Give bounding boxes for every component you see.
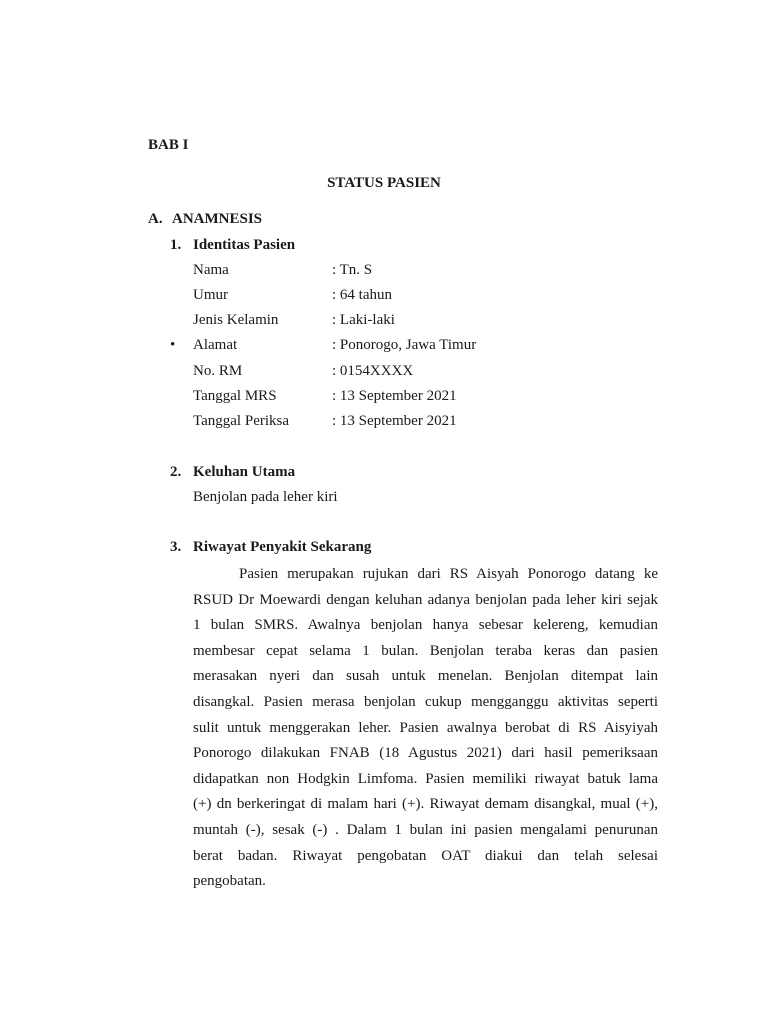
paragraph-line: disangkal. Pasien merasa benjolan cukup mengganggu aktivitas seperti (193, 693, 658, 710)
paragraph-line: (+) dn berkeringat di malam hari (+). Riwayat demam disangkal, mual (+), (193, 796, 658, 813)
keluhan-text: Benjolan pada leher kiri (193, 489, 338, 505)
identity-label: Nama (193, 262, 229, 278)
paragraph-line: didapatkan non Hodgkin Limfoma. Pasien memiliki riwayat batuk lama (193, 770, 658, 787)
identity-value: : Ponorogo, Jawa Timur (332, 337, 477, 353)
paragraph-line: merasakan nyeri dan susah untuk menelan. Benjolan ditempat lain (193, 668, 658, 685)
identity-label: Jenis Kelamin (193, 312, 279, 328)
page-title: STATUS PASIEN (327, 175, 441, 191)
paragraph-line: Pasien merupakan rujukan dari RS Aisyah Ponorogo datang ke (239, 566, 658, 582)
identity-label: Tanggal Periksa (193, 413, 290, 429)
identitas-heading: Identitas Pasien (193, 237, 296, 253)
identity-value: : 13 September 2021 (332, 388, 457, 404)
bullet-marker: • (170, 337, 176, 353)
paragraph-line: Ponorogo dilakukan FNAB (18 Agustus 2021) dari hasil pemeriksaan (193, 745, 658, 762)
paragraph-line: berat badan. Riwayat pengobatan OAT diakui dan telah selesai (193, 847, 658, 864)
riwayat-number: 3. (170, 539, 182, 555)
keluhan-number: 2. (170, 464, 182, 480)
identity-value: : 13 September 2021 (332, 413, 457, 429)
paragraph-line: pengobatan. (193, 873, 266, 890)
chapter-label: BAB I (148, 137, 189, 153)
identity-label: Umur (193, 287, 228, 303)
identity-value: : 64 tahun (332, 287, 392, 303)
identity-label: Alamat (193, 337, 238, 353)
paragraph-line: muntah (-), sesak (-) . Dalam 1 bulan ini pasien mengalami penurunan (193, 821, 658, 838)
identitas-number: 1. (170, 237, 182, 253)
keluhan-heading: Keluhan Utama (193, 464, 296, 480)
paragraph-line: RSUD Dr Moewardi dengan keluhan adanya benjolan pada leher kiri sejak (193, 591, 658, 608)
paragraph-line: 1 bulan SMRS. Awalnya benjolan hanya sebesar kelereng, kemudian (193, 617, 658, 634)
paragraph-line: membesar cepat selama 1 bulan. Benjolan teraba keras dan pasien (193, 642, 658, 659)
identity-value: : Tn. S (332, 262, 373, 278)
riwayat-paragraph (193, 562, 658, 895)
section-a-heading: ANAMNESIS (172, 211, 263, 227)
riwayat-heading: Riwayat Penyakit Sekarang (193, 539, 372, 555)
paragraph-line: sulit untuk menggerakan leher. Pasien awalnya berobat di RS Aisyiyah (193, 719, 658, 736)
identity-label: Tanggal MRS (193, 388, 277, 404)
identity-label: No. RM (193, 363, 243, 379)
section-a-letter: A. (148, 211, 163, 227)
identity-value: : 0154XXXX (332, 363, 414, 379)
identity-value: : Laki-laki (332, 312, 395, 328)
